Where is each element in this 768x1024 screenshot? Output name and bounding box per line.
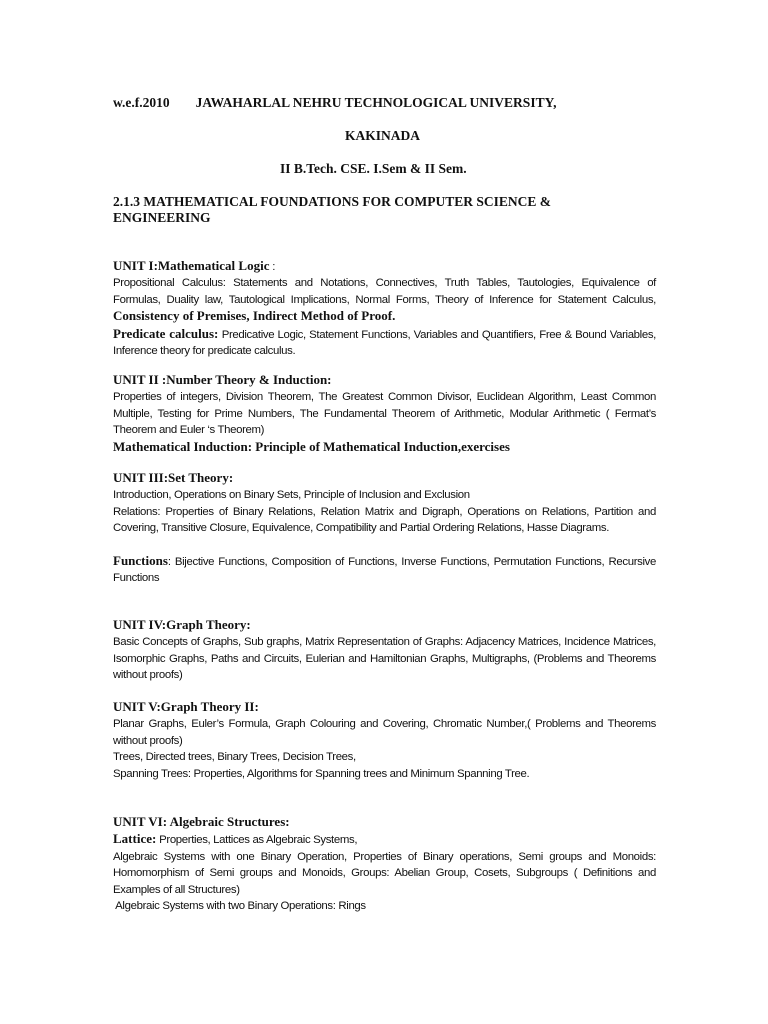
unit-5-spanning: Spanning Trees: Properties, Algorithms for Spanning trees and Minimum Spanning Tree. xyxy=(113,767,530,780)
unit-3-section xyxy=(113,470,656,586)
wef-label: w.e.f.2010 xyxy=(113,95,170,110)
unit-1-predicate-label: Predicate calculus: xyxy=(113,325,219,341)
city-name: KAKINADA xyxy=(345,128,421,143)
unit-2-text: Properties of integers, Division Theorem, The Greatest Common Divisor, Euclidean Algorithm, Least Common Multiple, Testing for Prime Numbers, The Fundamental Theorem of Arithmetic, Modular Arithmetic ( Fermat’s Theorem and Euler ‘s Theorem) xyxy=(113,391,656,437)
unit-2-induction: Mathematical Induction: Principle of Mathematical Induction,exercises xyxy=(113,438,510,454)
unit-3-functions-text: : Bijective Functions, Composition of Functions, Inverse Functions, Permutation Functions, Recursive Functions xyxy=(113,555,656,585)
unit-5-section xyxy=(113,699,656,782)
unit-1-predicate-text: Predicative Logic, Statement Functions, Variables and Quantifiers, Free & Bound Variables, Inference theory for predicate calculus. xyxy=(113,328,656,358)
unit-6-lattice-text: Properties, Lattices as Algebraic Systems, xyxy=(156,834,358,847)
program-title: II B.Tech. CSE. I.Sem & II Sem. xyxy=(280,161,467,176)
unit-3-intro: Introduction, Operations on Binary Sets, Principle of Inclusion and Exclusion xyxy=(113,489,470,502)
unit-1-heading-suffix: : xyxy=(269,261,276,273)
unit-6-section xyxy=(113,814,656,914)
unit-4-text: Basic Concepts of Graphs, Sub graphs, Matrix Representation of Graphs: Adjacency Matrices, Incidence Matrices, Isomorphic Graphs, Paths and Circuits, Eulerian and Hamiltonian Graphs, Multigraphs, (Problems and Theorems without proofs) xyxy=(113,636,656,682)
unit-6-rings: Algebraic Systems with two Binary Operations: Rings xyxy=(113,900,366,913)
unit-5-planar: Planar Graphs, Euler’s Formula, Graph Colouring and Covering, Chromatic Number,( Problems and Theorems without proofs) xyxy=(113,718,656,747)
header-line xyxy=(113,95,556,111)
unit-6-binary-op: Algebraic Systems with one Binary Operation, Properties of Binary operations, Semi groups and Monoids: Homomorphism of Semi groups and Monoids, Groups: Abelian Group, Cosets, Subgroups ( Definitions and Examples of all Structures) xyxy=(113,850,656,896)
unit-6-lattice-label: Lattice: xyxy=(113,831,157,847)
university-name: JAWAHARLAL NEHRU TECHNOLOGICAL UNIVERSITY, xyxy=(195,95,557,110)
unit-3-relations: Relations: Properties of Binary Relations, Relation Matrix and Digraph, Operations on Relations, Partition and Covering, Transitive Closure, Equivalence, Compatibility and Partial Ordering Relations, Hasse Diagrams. xyxy=(113,505,656,535)
unit-1-text-bold: Consistency of Premises, Indirect Method of Proof. xyxy=(113,308,396,324)
unit-1-heading: UNIT I:Mathematical Logic xyxy=(113,258,270,273)
unit-3-functions-label: Functions xyxy=(113,552,168,568)
unit-1-text: Propositional Calculus: Statements and Notations, Connectives, Truth Tables, Tautologies, Equivalence of Formulas, Duality law, Tautological Implications, Normal Forms, Theory of Inference for Statement Calculus, xyxy=(113,277,656,306)
unit-1-section xyxy=(113,258,656,359)
course-title-line2: ENGINEERING xyxy=(113,210,211,225)
unit-6-heading: UNIT VI: Algebraic Structures: xyxy=(113,814,290,829)
unit-3-heading: UNIT III:Set Theory: xyxy=(113,470,234,485)
unit-4-heading: UNIT IV:Graph Theory: xyxy=(113,617,251,632)
unit-2-heading: UNIT II :Number Theory & Induction: xyxy=(113,372,332,387)
unit-5-heading: UNIT V:Graph Theory II: xyxy=(113,699,259,714)
unit-4-section xyxy=(113,617,656,684)
course-title-line1: 2.1.3 MATHEMATICAL FOUNDATIONS FOR COMPUTER SCIENCE & xyxy=(113,194,552,209)
unit-2-section xyxy=(113,372,656,456)
unit-5-trees: Trees, Directed trees, Binary Trees, Decision Trees, xyxy=(113,751,356,764)
